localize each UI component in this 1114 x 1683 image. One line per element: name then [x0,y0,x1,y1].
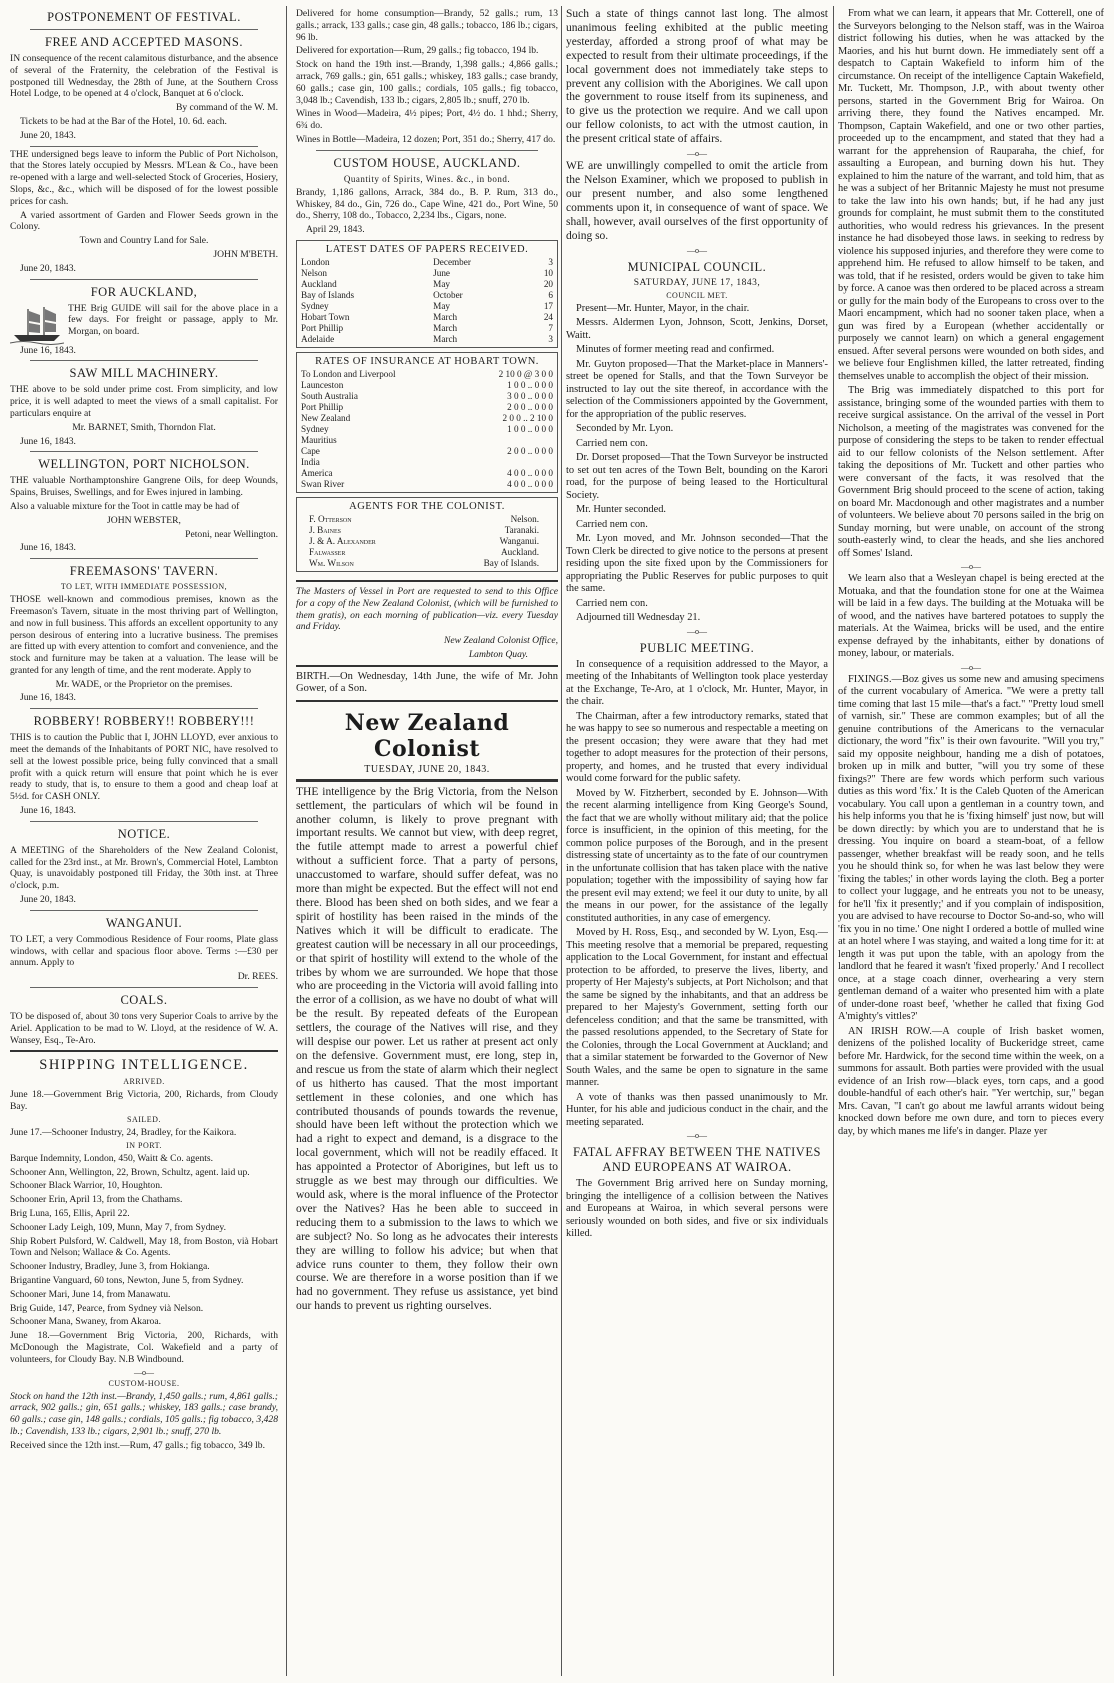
insurance-rate: 2 0 0 .. 2 10 0 [502,412,553,423]
agent-name: Wm. Wilson [309,557,354,568]
notice-text: A MEETING of the Shareholders of the New Zealand Colonist, called for the 23rd inst., at Mr. Brown's, Commercial Hotel, Lambton Quay, is unavoidably postponed till Friday, the 30th inst. at Three o'clock, p.m. [10,844,278,892]
papers-place: Hobart Town [301,311,350,322]
insurance-row [301,391,553,402]
papers-place: Sydney [301,300,329,311]
robbery-heading: ROBBERY! ROBBERY!! ROBBERY!!! [33,714,255,729]
insurance-row [301,369,553,380]
divider [30,910,258,911]
agents-table [301,514,553,569]
divider [296,580,558,582]
insurance-place: Swan River [301,478,345,489]
masthead: New Zealand Colonist [344,709,510,762]
council-paragraph: Present—Mr. Hunter, Mayor, in the chair. [576,302,750,314]
insurance-place: Mauritius [301,434,337,445]
agent-place: Taranaki. [504,524,539,535]
agent-row [301,525,553,536]
affray-cont-text-2: The Brig was immediately dispatched to this port for assistance, bringing some of the wounded parties with them to receive surgical assistance. On the arrival of the vessel in Port Nicholson, a meeting of the magistrates was convened for the purpose of considering the steps to be taken to render effectual aid to our fellow colonists of the Nelson settlement. After taking the depositions of Mr. Tuckett and other parties who were conversant of the facts, it was resolved that the Government Brig should proceed to the scene of action, taking on board Mr. Macdonough and other magistrates and a number of volunteers. We believe about 70 persons sailed in the brig on Sunday morning, but were unable, on account of the strong south-easterly wind, to clear the heads, and she lies anchored off Somes' Island. [838,385,1104,559]
divider [30,987,258,988]
saw-text: THE above to be sold under prime cost. From simplicity, and low price, it is well adapted to meet the views of a small capitalist. For particulars enquire at [10,384,278,419]
agent-name: Falwasser [309,546,346,557]
in-port-item: Schooner Ann, Wellington, 22, Brown, Schultz, agent. laid up. [10,1166,250,1178]
meeting-paragraph: A vote of thanks was then passed unanimously to Mr. Hunter, for his able and judicious conduct in the chair, and the meeting separated. [566,1091,828,1128]
robbery-text: THIS is to caution the Public that I, JOHN LLOYD, ever anxious to meet the demands of the Inhabitants of PORT NIC, have resolved to sell at the lowest possible price, being fully convinced that a small profit with a quick return will ensure that point which he is ever ready to study, that is, to ensure to them a good and cheap loaf at 5½d. for CASH ONLY. [10,732,278,803]
divider [316,150,538,151]
papers-place: Adelaide [301,333,335,344]
papers-day: 10 [543,267,553,278]
column-rule [286,6,287,1676]
in-port-item: Brig Guide, 147, Pearce, from Sydney vià Nelson. [10,1302,204,1314]
customs-auckland-text: Brandy, 1,186 gallons, Arrack, 384 do., B. P. Rum, 313 do., Whiskey, 84 do., Gin, 726 do., Cape Wine, 421 do., Port Wine, 50 do., Sherry, 108 do., Tobacco, 2,234 lbs., Cigars, none. [296,186,558,222]
papers-row [301,279,553,290]
council-date: SATURDAY, JUNE 17, 1843, [633,277,761,288]
council-paragraph: Messrs. Aldermen Lyon, Johnson, Scott, Jenkins, Dorset, Waitt. [566,317,828,341]
papers-day: 20 [543,278,553,289]
agent-name: F. Otterson [309,513,352,524]
papers-day: 7 [548,322,553,333]
wellington-date: June 16, 1843. [20,542,76,554]
beth-sign: JOHN M'BETH. [213,248,278,260]
insurance-row [301,468,553,479]
beth-text: THE undersigned begs leave to inform the Public of Port Nicholson, that the Stores lately occupied by Messrs. M'Lean & Co., have been re-opened with a large and well-selected Stock of Groceries, Hosiery, Slops, &c., &c., which will be disposed of for the lowest possible prices for cash. [10,148,278,207]
wellington-sign-2: Petoni, near Wellington. [185,528,278,540]
wanganui-text: TO LET, a very Commodious Residence of Four rooms, Plate glass windows, with cellar and spacious floor above. Terms :—£30 per annum. Apply to [10,933,278,969]
insurance-place: India [301,456,320,467]
saw-heading: SAW MILL MACHINERY. [69,366,219,381]
agent-place: Bay of Islands. [483,557,539,568]
beth-text-3: Town and Country Land for Sale. [79,235,209,247]
papers-place: Port Phillip [301,322,344,333]
sailed-text: June 17.—Schooner Industry, 24, Bradley, for the Kaikora. [10,1127,237,1139]
auckland-date: June 16, 1843. [20,344,76,356]
council-paragraph: Mr. Lyon moved, and Mr. Johnson seconded—That the Town Clerk be directed to give notice to the persons at present residing upon the site fixed upon by the Commissioners for appropriating the Public Reserves for public purposes to quit the same. [566,533,828,594]
in-port-item: Ship Robert Pulsford, W. Caldwell, May 18, from Boston, vià Hobart Town and Nelson; Wallace & Co. Agents. [10,1235,278,1259]
insurance-row [301,446,553,457]
insurance-box [296,352,558,493]
divider: —o— [961,662,981,672]
in-port-item: June 18.—Government Brig Victoria, 200, Richards, with McDonough the Magistrate, Col. Wakefield and a party of volunteers, for Cloudy Bay. N.B Windbound. [10,1330,278,1365]
agent-place: Nelson. [510,513,539,524]
custom-house-text: Stock on hand the 12th inst.—Brandy, 1,450 galls.; rum, 4,861 galls.; arrack, 902 galls.; gin, 651 galls.; whiskey, 183 galls.; case brandy, 60 galls.; case gin, 148 galls.; cordials, 105 galls.; fig tobacco, 3,428 lb.; Cavendish, 133 lb.; cigars, 2,901 lb.; snuff, 270 lb. [10,1390,278,1437]
agent-name: J. & A. Alexander [309,535,376,546]
insurance-heading: RATES OF INSURANCE AT HOBART TOWN. [315,355,539,367]
council-paragraph: Mr. Hunter seconded. [576,504,667,515]
divider [30,360,258,361]
divider [30,146,258,147]
column-1 [10,8,278,1676]
insurance-place: Sydney [301,423,329,434]
council-paragraph: Seconded by Mr. Lyon. [576,423,674,434]
papers-heading: LATEST DATES OF PAPERS RECEIVED. [325,243,529,255]
council-paragraph: Dr. Dorset proposed—That the Town Surveyor be instructed to set out ten acres of the Town Belt, bounding on the Karori road, for the purpose of being leased to the Horticultural Society. [566,452,828,501]
editorial-text: THE intelligence by the Brig Victoria, from the Nelson settlement, the particulars of which wil be found in another column, is likely to prove pregnant with important results. We cannot but view, with deep regret, the futile attempt made to arrest a powerful chief without a sufficient force. That a party of persons, unaccustomed to warfare, should suffer defeat, was no more than might be expected. But the effect will not end there. Blood has been shed on both sides, and we fear a spirit of hostility has been raised in the minds of the Natives which it will be difficult to eradicate. The greatest caution will be necessary in all our proceedings, or that spirit of hostility will extend to the whole of the tribes by whom we are surrounded. We hope that those who are proceeding in the Victoria will avoid falling into the error of a collision, as we have no doubt of what will be the result. By repeated defeats of the European settlers, the courage of the Natives will rise, and they will despise our power. Let us rather at present act only on the defensive. Government must, ere long, step in, and rescue us from the state of alarm which their neglect of us hitherto has caused. That the most important settlement in these colonies, and one which has contributed thousands of pounds towards the revenue, should have been left without the protection which we had a right to expect and demand, is a disgrace to the local government, which will not be readily effaced. It has appointed a Protector of Aborigines, but left us to struggle as we best may through our difficulties. We would ask, where is the moral influence of the Protector over the Natives? Has he been able to succeed in reducing them to a submission to the laws to which we are subject? No. So long as he advocates their interests they are willing to follow his advice; but when that advice runs counter to them, they follow their own course. We are therefore in a worse position than if we had no government. They refuse us assistance, yet bind our hands to prevent us righting ourselves. [296,785,558,1313]
chapel-text: We learn also that a Wesleyan chapel is being erected at the Motuaka, and that the foundation stone for one at the Waimea will be laid in a few days. The building at the Motuaka will be of wood, and the natives have bartered potatoes to supply the materials. At the Waimea, bricks will be used, and the entire expense defrayed by the inhabitants, either by donations of money, labour, or materials. [838,573,1104,659]
agent-row [301,547,553,558]
papers-month: March [433,322,458,333]
ship-icon [10,305,64,345]
wellington-heading: WELLINGTON, PORT NICHOLSON. [38,457,250,472]
papers-row [301,312,553,323]
shipping-heading: SHIPPING INTELLIGENCE. [39,1057,249,1074]
masons-sign: By command of the W. M. [175,102,278,114]
beth-date: June 20, 1843. [20,262,76,274]
insurance-rate: 2 10 0 @ 3 0 0 [498,368,553,379]
masters-notice: The Masters of Vessel in Port are requested to send to this Office for a copy of the New Zealand Colonist, (which will be furnished to them gratis), on each morning of publication—viz. every Tuesday and Friday. [296,585,558,633]
divider [10,1050,278,1052]
papers-row [301,268,553,279]
papers-month: March [433,333,458,344]
wines-wood: Wines in Wood—Madeira, 4½ pipes; Port, 4½ do. 1 hhd.; Sherry, 6¾ do. [296,108,558,132]
council-paragraph: Adjourned till Wednesday 21. [576,612,701,623]
sailed-heading: SAILED. [127,1115,161,1125]
in-port-heading: IN PORT. [126,1140,162,1150]
papers-row [301,301,553,312]
in-port-item: Barque Indemnity, London, 450, Waitt & Co. agents. [10,1152,214,1164]
insurance-row [301,402,553,413]
editorial-cont-text: Such a state of things cannot last long. The almost unanimous feeling exhibited at the public meeting yesterday, afforded a strong proof of what may be expected to result from their ultimate proceedings, if the local government does not immediately take steps to prevent any collision with the Aborigines. We call upon the government to rouse itself from its supineness, and to give us the protection we require. And we call upon our fellow colonists, to act with the utmost caution, in the present critical state of affairs. [566,8,828,146]
masons-date: June 20, 1843. [20,129,76,141]
masons-text: IN consequence of the recent calamitous disturbance, and the absence of several of the Fraternity, the celebration of the Festival is postponed till Wednesday, the 28th of June, at the Southern Cross Hotel Lodge, to be opened at 4 o'clock, Banquet at 6 o'clock. [10,53,278,100]
insurance-row [301,479,553,490]
insurance-place: Cape [301,445,320,456]
divider [30,29,258,30]
saw-date: June 16, 1843. [20,435,76,447]
custom-house-text-2: Received since the 12th inst.—Rum, 47 galls.; fig tobacco, 349 lb. [10,1439,265,1451]
papers-row [301,323,553,334]
insurance-place: New Zealand [301,412,351,423]
agent-row [301,558,553,569]
insurance-place: South Australia [301,390,358,401]
agent-place: Auckland. [500,546,539,557]
insurance-row [301,424,553,435]
council-paragraph: Carried nem con. [576,437,648,449]
insurance-rate: 4 0 0 .. 0 0 0 [507,478,553,489]
column-4 [838,8,1104,1676]
insurance-rate: 3 0 0 .. 0 0 0 [507,390,553,401]
insurance-place: America [301,467,333,478]
divider: —o— [687,626,707,636]
robbery-date: June 16, 1843. [20,805,76,817]
papers-day: 17 [543,300,553,311]
wanganui-sign: Dr. REES. [237,971,278,983]
masters-sign: New Zealand Colonist Office, [443,635,558,647]
customs-auckland-sub: Quantity of Spirits, Wines. &c., in bond. [343,173,511,184]
agents-heading: AGENTS FOR THE COLONIST. [349,500,505,512]
divider [30,558,258,559]
meeting-paragraph: Moved by W. Fitzherbert, seconded by E. Johnson—With the recent alarming intelligence from King George's Sound, the fact that we are wholly without military aid; that the police force is insufficient, in the opinion of this meeting, for the common police purposes of the Borough, and in the present distressing state of uncertainty as to the fate of our countrymen in the unfortunate collision that has taken place with the native population; together with the impossibility of saying how far the present evil may extend; we feel it our duty to unite, by all the means in our power, for the assistance of the legally constituted authorities, in any case of emergency. [566,787,828,924]
in-port-item: Brigantine Vanguard, 60 tons, Newton, June 5, from Sydney. [10,1274,244,1286]
affray-body [566,1178,828,1241]
insurance-row [301,457,553,468]
in-port-item: Schooner Erin, April 13, from the Chathams. [10,1194,183,1206]
insurance-rate: 2 0 0 .. 0 0 0 [507,401,553,412]
papers-day: 3 [548,333,553,344]
council-paragraph: Carried nem con. [576,597,648,609]
insurance-rate: 1 0 0 .. 0 0 0 [507,379,553,390]
wellington-text-2: Also a valuable mixture for the Toot in cattle may be had of [10,500,240,512]
editorial-continued [566,8,828,244]
meeting-paragraph: In consequence of a requisition addressed to the Mayor, a meeting of the Inhabitants of Wellington took place yesterday at the Exchange, Te-Aro, at 1 o'clock, Mr. Hunter, Mayor, in the chair. [566,658,828,707]
fixings-text: FIXINGS.—Boz gives us some new and amusing specimens of the current vocabulary of America. "We were a pretty tall time coming that last 15 mile—that's a fact." "Pretty loud smell of varnish, sir." These are common examples; but of all the genuine contributions of the Americans to the vernacular dictionary, the word "fix" is their own favourite. "Will you try," said my opposite neighbour, handing me a dish of potatoes, broken up in milk and butter, "will you try some of these fixings?" There are few words which perform such various duties as this word 'fix.' It is the Caleb Quoten of the American vocabulary. You call upon a gentleman in a country town, and his help informs you that he is 'fixing himself' just now, but will be down directly: by which you are to understand that he is dressing. You inquire on board a steam-boat, of a fellow passenger, whether breakfast will be ready soon, and he tells you he should think so, for when he was last below they were 'fixing the tables;' in other words laying the cloth. Beg a porter to collect your luggage, and he entreats you not to be uneasy, for he'll 'fix it presently;' and if you complain of indisposition, you are advised to have recourse to Doctor So-and-so, who will 'fix you in no time.' One night I ordered a bottle of mulled wine at an hotel where I was staying, and waited a long time for it: at length it was put upon the table, with an apology from the landlord that he feared it wasn't 'fixed properly.' And I recollect once, at a stage coach dinner, overhearing a very stern gentleman demand of a waiter who presented him with a plate of under-done roast beef, 'whether he called that fixing God A'mighty's vittles?' [838,673,1104,1022]
saw-sign: Mr. BARNET, Smith, Thorndon Flat. [72,421,216,433]
insurance-row [301,380,553,391]
wellington-text: THE valuable Northamptonshire Gangrene Oils, for deep Wounds, Spains, Bruises, Swellings, and for Ewes injured in lambing. [10,475,278,499]
papers-month: June [433,267,450,278]
council-body [566,303,828,625]
meeting-paragraph: Moved by H. Ross, Esq., and seconded by W. Lyon, Esq.—This meeting resolve that a memorial be prepared, requesting application to the Local Government, for instant and effectual protection to be afforded, to preserve the lives, liberty, and property of Her Majesty's subjects, at Port Nicholson; and that the same be signed by the inhabitants, and that an address be prepared to her Majesty's Government, setting forth our defenceless condition; and that the same be transmitted, with the passed resolutions appended, to the Secretary of State for the Colonies, through the Local Government at Auckland; and that a similar statement be forwarded to the Governor of New South Wales, and the same be open to signature in the same manner. [566,927,828,1088]
insurance-table [301,369,553,490]
agents-box [296,497,558,572]
papers-month: March [433,311,458,322]
column-rule [561,6,562,1676]
papers-month: October [433,289,463,300]
divider [296,700,558,702]
affray-heading: FATAL AFFRAY BETWEEN THE NATIVES AND EUROPEANS AT WAIROA. [573,1145,821,1174]
stock-19: Stock on hand the 19th inst.—Brandy, 1,398 galls.; 4,866 galls.; arrack, 769 galls.; gin, 651 galls.; whiskey, 183 galls.; case brandy, 60 galls.; case gin, 100 galls.; cordials, 105 galls.; fig tobacco, 3,048 lb.; Cavendish, 133 lb.; cigars, 2,805 lb.; snuff, 270 lb. [296,59,558,106]
council-heading: MUNICIPAL COUNCIL. [627,259,767,274]
notice-date: June 20, 1843. [20,894,76,906]
column-rule [833,6,834,1676]
papers-day: 3 [548,256,553,267]
papers-place: Bay of Islands [301,289,355,300]
in-port-item: Schooner Industry, Bradley, June 3, from Hokianga. [10,1261,210,1273]
divider [30,708,258,709]
papers-day: 6 [548,289,553,300]
council-paragraph: Carried nem con. [576,518,648,530]
divider [30,821,258,822]
papers-month: December [433,256,471,267]
papers-month: May [433,278,450,289]
papers-place: Nelson [301,267,328,278]
divider: —o— [687,245,707,255]
insurance-place: Launceston [301,379,344,390]
wanganui-heading: WANGANUI. [105,915,183,930]
divider: —o— [687,149,707,159]
customs-auckland-heading: CUSTOM HOUSE, AUCKLAND. [333,155,521,170]
divider [296,779,558,782]
insurance-rate: 1 0 0 .. 0 0 0 [507,423,553,434]
insurance-rate [461,457,553,468]
in-port-item: Schooner Mana, Swaney, from Akaroa. [10,1316,161,1328]
in-port-item: Schooner Lady Leigh, 109, Munn, May 7, from Sydney. [10,1221,227,1233]
divider: —o— [961,562,981,571]
arrived-heading: ARRIVED. [123,1077,165,1087]
in-port-item: Schooner Mari, June 14, from Manawatu. [10,1288,171,1300]
divider [296,665,558,667]
meeting-paragraph: The Chairman, after a few introductory remarks, stated that he was happy to see so numerous and respectable a meeting on the present occasion; they were aware that they had met together to adopt measures for the protection of their persons, property, and homes, and he trusted that every individual would come forward for the public safety. [566,710,828,784]
tavern-date: June 16, 1843. [20,692,76,704]
beth-text-2: A varied assortment of Garden and Flower Seeds grown in the Colony. [10,209,278,233]
tavern-subheading: TO LET, WITH IMMEDIATE POSSESSION, [60,582,228,592]
meeting-heading: PUBLIC MEETING. [639,640,755,655]
papers-place: London [301,256,330,267]
insurance-rate: 4 0 0 .. 0 0 0 [507,467,553,478]
irish-row-text: AN IRISH ROW.—A couple of Irish basket women, denizens of the polished locality of Buckeridge street, came before Mr. Hardwick, for the second time within the week, on a summons for assault. Both parties were provided with the usual evidence of an Irish row—black eyes, torn caps, and a good double-handful of each other's hair. "Yer wertchip, sur," began Mrs. Cavan, "I can't go about me lawful arrants widout being knocked down before me own dure, and torn to pieces every day, by which manes me life's in danger. Plaze yer [838,1025,1104,1137]
delivered-export: Delivered for exportation—Rum, 29 galls.; fig tobacco, 194 lb. [296,45,539,57]
column-3 [566,8,828,1676]
issue-date: TUESDAY, JUNE 20, 1843. [364,763,490,775]
agent-row [301,536,553,547]
insurance-place: To London and Liverpool [301,368,396,379]
papers-day: 24 [543,311,553,322]
insurance-row [301,435,553,446]
insurance-rate [461,435,553,446]
masons-heading: FREE AND ACCEPTED MASONS. [45,35,243,49]
affray-text: The Government Brig arrived here on Sunday morning, bringing the intelligence of a collision between the Natives and Europeans at Wairoa, in which several persons were seriously wounded on both sides, and five or six individuals killed. [566,1178,828,1239]
agent-row [301,514,553,525]
papers-month: May [433,300,450,311]
in-port-item: Brig Luna, 165, Ellis, April 22. [10,1208,130,1219]
notice-heading: NOTICE. [117,826,171,841]
delivered-home: Delivered for home consumption—Brandy, 52 galls.; rum, 13 galls.; arrack, 133 galls.; case gin, 48 galls.; tobacco, 186 lb.; cigars, 96 lb. [296,8,558,43]
agent-name: J. Baines [309,524,341,535]
editorial [296,786,558,1314]
divider: —o— [687,1131,707,1140]
papers-table [301,257,553,345]
arrived-text: June 18.—Government Brig Victoria, 200, Richards, from Cloudy Bay. [10,1089,278,1113]
masons-tickets: Tickets to be had at the Bar of the Hotel, 10. 6d. each. [20,115,227,127]
coals-heading: COALS. [120,993,168,1008]
birth-notice: BIRTH.—On Wednesday, 14th June, the wife of Mr. John Gower, of a Son. [296,670,558,695]
divider [30,451,258,452]
in-port-list [10,1153,278,1366]
tavern-sign: Mr. WADE, or the Proprietor on the premises. [55,678,233,690]
papers-row [301,334,553,345]
column-2 [296,8,558,1676]
divider [30,279,258,280]
customs-auckland-date: April 29, 1843. [306,224,365,236]
auckland-heading: FOR AUCKLAND, [90,284,198,299]
tavern-heading: FREEMASONS' TAVERN. [69,564,219,579]
in-port-item: Schooner Black Warrior, 10, Houghton. [10,1180,163,1192]
divider: —o— [134,1367,154,1377]
wellington-sign: JOHN WEBSTER, [107,514,181,526]
masters-sign-2: Lambton Quay. [468,648,528,660]
agent-place: Wanganui. [499,535,539,546]
papers-row [301,290,553,301]
examiner-text: WE are unwillingly compelled to omit the article from the Nelson Examiner, which we proposed to publish in our present number, and also some lengthened comments upon it, in consequence of want of space. We shall, however, avail ourselves of the first opportunity of doing so. [566,160,828,242]
papers-row [301,257,553,268]
insurance-rate: 2 0 0 .. 0 0 0 [507,445,553,456]
postponement-heading: POSTPONEMENT OF FESTIVAL. [47,10,241,24]
affray-continued [838,8,1104,1138]
council-sub: COUNCIL MET. [666,290,728,300]
papers-place: Auckland [301,278,337,289]
affray-cont-text: From what we can learn, it appears that Mr. Cotterell, one of the Surveyors belonging to the Nelson staff, was in the Wairoa district following his duties, when he was attacked by the Maories, and his hut burnt down. He immediately sent off a despatch to Captain Wakefield to inform him of the circumstance. On receipt of the intelligence Captain Wakefield, Mr. Tuckett, Mr. Thompson, J.P., with about twenty other persons, started in the Government Brig for Wairoa. On arriving there, they found the Natives encamped. Mr. Thompson, Captain Wakefield, and one or two other parties, proceeded up to the encampment, and stated that they had a warrant for the apprehension of Rauparaha, the chief, for assaulting a European, and burning down his hut. They explained to him the nature of the warrant, and told him, that as he was a subject of her Britannic Majesty he must not presume to take the law into his own hands; but, if he had any just grounds for complaint, he must submit them to the constituted authorities, who would redress his grievances. In the present instance he had disobeyed those laws. in seeking to redress by violence his supposed injuries, and therefore they were come to apprehend him. He refused to allow himself to be taken, and was told, that if he resisted, orders would be given to take him by force. A canoe was then ordered to be placed across a stream or gully for the main body of the Europeans to cross over to the Maori encampment, which had no sooner taken place, when a gun was fired by a European (whether accidentally or purposely we cannot learn) on which a general engagement ensued. After several persons were wounded on both sides, and we believe four Englishmen killed, the latter retreated, finding themselves unable to accomplish the object of their mission. [838,8,1104,382]
insurance-row [301,413,553,424]
insurance-place: Port Phillip [301,401,344,412]
wines-bottle: Wines in Bottle—Madeira, 12 dozen; Port, 351 do.; Sherry, 417 do. [296,133,556,145]
papers-box [296,240,558,348]
tavern-text: THOSE well-known and commodious premises, known as the Freemason's Tavern, situate in the most thriving part of Wellington, and now in full business. This affords an excellent opportunity to any person desirous of entering into a lucrative business. The premises are fitted up with every attention to comfort and convenience, and the stock and furniture may be taken at a valuation. The lease will be granted for any length of time, and the rent moderate. Apply to [10,594,278,676]
custom-house-heading: CUSTOM-HOUSE. [108,1378,180,1388]
council-paragraph: Mr. Guyton proposed—That the Market-place in Manners'-street be opened for Stalls, and that the Town Surveyor be instructed to lay out the site thereof, in accordance with the selection of the Commissioners appointed by the Government, for the appropriation of the public reserves. [566,358,828,420]
auckland-text: THE Brig GUIDE will sail for the above place in a few days. For freight or passage, apply to Mr. Morgan, on board. [68,302,278,338]
meeting-body [566,659,828,1130]
coals-text: TO be disposed of, about 30 tons very Superior Coals to arrive by the Ariel. Application to be mad to W. Lloyd, at the residence of W. A. Wansey, Esq., Te-Aro. [10,1011,278,1046]
council-paragraph: Minutes of former meeting read and confirmed. [576,344,775,355]
